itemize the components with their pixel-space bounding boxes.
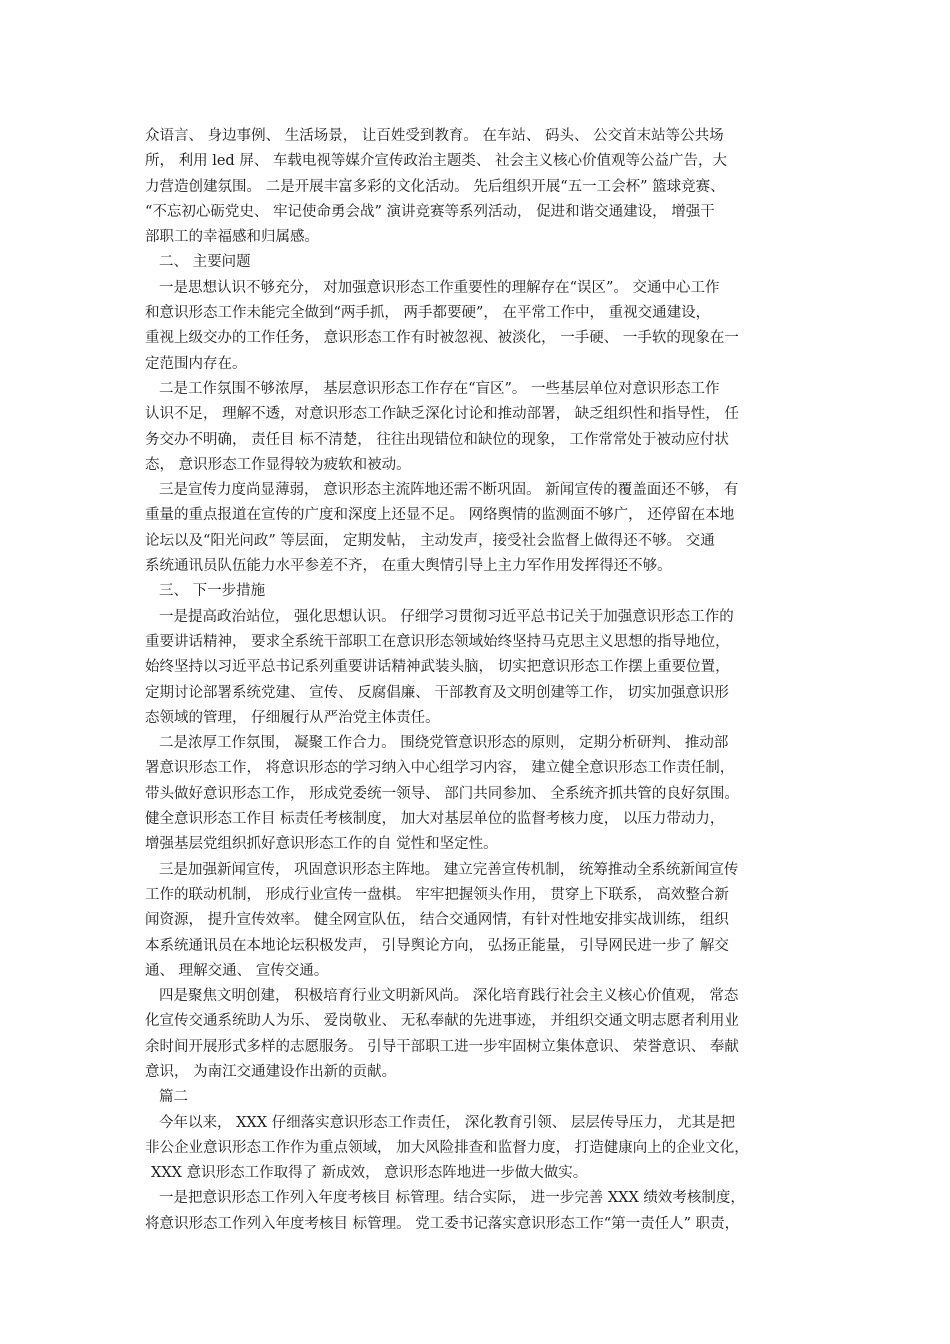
text-line: 通、 理解交通、 宣传交通。 — [145, 962, 329, 979]
text-line: 一是提高政治站位， 强化思想认识。 仔细学习贯彻习近平总书记关于加强意识形态工作的 — [159, 608, 734, 625]
text-line: 重视上级交办的工作任务， 意识形态工作有时被忽视、被淡化， 一手硬、 一手软的现象在一 — [145, 330, 739, 347]
text-line: 闻资源， 提升宣传效率。 健全网宣队伍， 结合交通网情，有针对性地安排实战训练， 组织 — [145, 912, 729, 929]
text-line: 化宣传交通系统助人为乐、 爱岗敬业、 无私奉献的先进事迹， 并组织交通文明志愿者利用业 — [145, 1013, 739, 1030]
text-line: 定期讨论部署系统党建、 宣传、 反腐倡廉、 干部教育及文明创建等工作， 切实加强意识形 — [145, 684, 729, 701]
text-line: 一是思想认识不够充分， 对加强意识形态工作重要性的理解存在“误区”。 交通中心工作 — [159, 279, 720, 296]
section-heading: 二、 主要问题 — [159, 254, 251, 271]
text-line: XXX 意识形态工作取得了 新成效， 意识形态阵地进一步做大做实。 — [151, 1165, 588, 1182]
text-line: 意识， 为南江交通建设作出新的贡献。 — [145, 1063, 397, 1080]
text-line: 所， 利用 led 屏、 车载电视等媒介宣传政治主题类、 社会主义核心价值观等公益广告，大 — [145, 153, 728, 170]
text-line: 署意识形态工作， 将意识形态的学习纳入中心组学习内容， 建立健全意识形态工作责任制， — [145, 760, 735, 777]
text-line: 态， 意识形态工作显得较为疲软和被动。 — [145, 456, 411, 473]
text-line: 本系统通讯员在本地论坛积极发声， 引导舆论方向， 弘扬正能量， 引导网民进一步了 解交 — [145, 937, 729, 954]
text-line: 众语言、 身边事例、 生活场景， 让百姓受到教育。 在车站、 码头、 公交首末站等公共场 — [145, 128, 724, 144]
text-line: 二是工作氛围不够浓厚， 基层意识形态工作存在“盲区”。 一些基层单位对意识形态工作 — [159, 380, 720, 397]
text-line: 非公企业意识形态工作作为重点领域， 加大风险排查和监督力度， 打造健康向上的企业文化， — [145, 1139, 749, 1156]
text-line: 健全意识形态工作目 标责任考核制度， 加大对基层单位的监督考核力度， 以压力带动力， — [145, 811, 725, 828]
text-line: 二是浓厚工作氛围， 凝聚工作合力。 围绕党管意识形态的原则， 定期分析研判、 推动部 — [159, 735, 729, 752]
text-line: “不忘初心砺党史、 牢记使命勇会战” 演讲竞赛等系列活动， 促进和谐交通建设， 增强干 — [145, 203, 715, 220]
text-line: 定范围内存在。 — [145, 355, 247, 372]
text-line: 重量的重点报道在宣传的广度和深度上还显不足。 网络舆情的监测面不够广， 还停留在本地 — [145, 507, 735, 524]
text-line: 重要讲话精神， 要求全系统干部职工在意识形态领域始终坚持马克思主义思想的指导地位， — [145, 633, 730, 650]
text-line: 增强基层党组织抓好意识形态工作的自 觉性和坚定性。 — [145, 836, 498, 853]
text-line: 部职工的幸福感和归属感。 — [145, 229, 319, 246]
text-line: 一是把意识形态工作列入年度考核目 标管理。结合实际， 进一步完善 XXX 绩效考核制度， — [159, 1190, 745, 1207]
text-line: 今年以来， XXX 仔细落实意识形态工作责任， 深化教育引领、 层层传导压力， 尤其是把 — [159, 1114, 736, 1131]
text-line: 力营造创建氛围。 二是开展丰富多彩的文化活动。 先后组织开展“五一工会杯” 篮球竞赛、 — [145, 178, 725, 195]
text-line: 务交办不明确， 责任目 标不清楚， 往往出现错位和缺位的现象， 工作常常处于被动应付状 — [145, 431, 729, 448]
text-line: 带头做好意识形态工作， 形成党委统一领导、 部门共同参加、 全系统齐抓共管的良好氛围。 — [145, 785, 739, 802]
text-line: 四是聚焦文明创建， 积极培育行业文明新风尚。 深化培育践行社会主义核心价值观， 常态 — [159, 988, 739, 1005]
text-line: 论坛以及“阳光问政” 等层面， 定期发帖， 主动发声，接受社会监督上做得还不够。 交通 — [145, 532, 715, 549]
text-line: 三是加强新闻宣传， 巩固意识形态主阵地。 建立完善宣传机制， 统筹推动全系统新闻宣传 — [159, 861, 739, 878]
text-line: 始终坚持以习近平总书记系列重要讲话精神武装头脑， 切实把意识形态工作摆上重要位置， — [145, 659, 730, 676]
text-line: 工作的联动机制， 形成行业宣传一盘棋。 牢牢把握领头作用， 贯穿上下联系， 高效整合新 — [145, 886, 729, 903]
text-line: 三是宣传力度尚显薄弱， 意识形态主流阵地还需不断巩固。 新闻宣传的覆盖面还不够， 有 — [159, 482, 739, 499]
text-line: 认识不足， 理解不透，对意识形态工作缺乏深化讨论和推动部署， 缺乏组织性和指导性， 任 — [145, 406, 739, 423]
text-line: 将意识形态工作列入年度考核目 标管理。 党工委书记落实意识形态工作“第一责任人” 职责， — [145, 1215, 740, 1232]
text-line: 态领域的管理， 仔细履行从严治党主体责任。 — [145, 709, 440, 726]
section-heading: 篇二 — [159, 1089, 188, 1106]
text-line: 余时间开展形式多样的志愿服务。 引导干部职工进一步牢固树立集体意识、 荣誉意识、 奉献 — [145, 1038, 739, 1055]
text-line: 系统通讯员队伍能力水平参差不齐， 在重大舆情引导上主力军作用发挥得还不够。 — [145, 558, 672, 575]
text-line: 和意识形态工作未能完全做到“两手抓， 两手都要硬”， 在平常工作中， 重视交通建设， — [145, 305, 711, 322]
section-heading: 三、 下一步措施 — [159, 583, 266, 600]
document-body — [145, 124, 813, 1237]
